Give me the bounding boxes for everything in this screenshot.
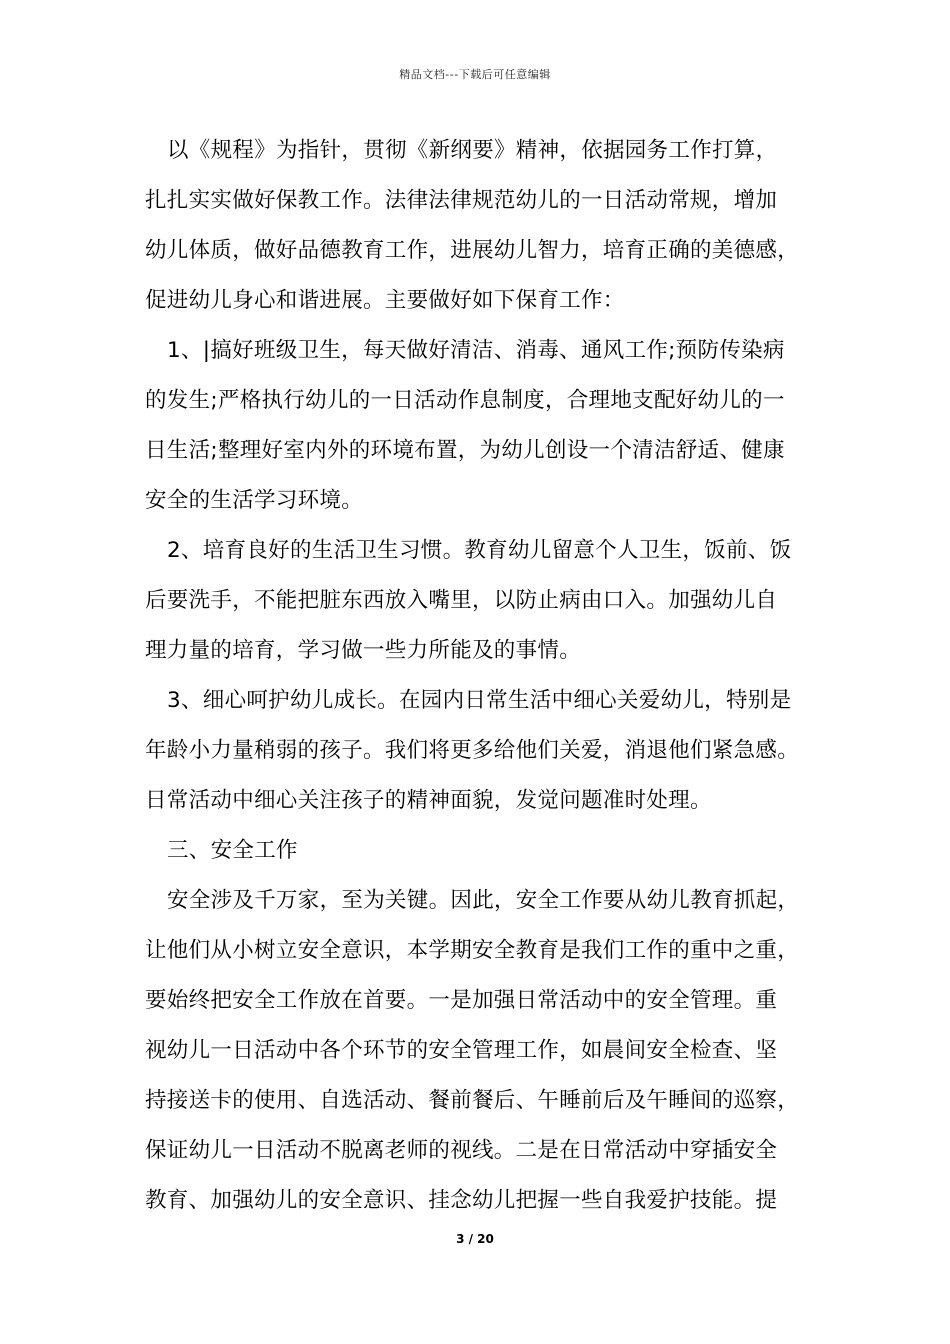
page-header: 精品文档---下载后可任意编辑 xyxy=(399,68,551,81)
paragraph-line: 让他们从小树立安全意识，本学期安全教育是我们工作的重中之重， xyxy=(145,938,800,963)
paragraph-line: 以《规程》为指针，贯彻《新纲要》精神，依据园务工作打算， xyxy=(167,138,778,163)
paragraph-line: 促进幼儿身心和谐进展。主要做好如下保育工作： xyxy=(145,288,625,313)
page-number: 3 / 20 xyxy=(456,1232,494,1246)
paragraph-line: 年龄小力量稍弱的孩子。我们将更多给他们关爱，消退他们紧急感。 xyxy=(145,738,800,763)
paragraph-line: 日生活;整理好室内外的环境布置，为幼儿创设一个清洁舒适、健康 xyxy=(145,438,785,463)
paragraph-line: 1、|搞好班级卫生，每天做好清洁、消毒、通风工作;预防传染病 xyxy=(167,338,785,363)
paragraph-line: 日常活动中细心关注孩子的精神面貌，发觉问题准时处理。 xyxy=(145,788,712,813)
paragraph-line: 持接送卡的使用、自选活动、餐前餐后、午睡前后及午睡间的巡察， xyxy=(145,1088,800,1113)
paragraph-line: 3、细心呵护幼儿成长。在园内日常生活中细心关爱幼儿，特别是 xyxy=(167,688,792,713)
paragraph-line: 要始终把安全工作放在首要。一是加强日常活动中的安全管理。重 xyxy=(145,988,778,1013)
document-body xyxy=(145,126,825,1226)
paragraph-line: 安全涉及千万家，至为关键。因此，安全工作要从幼儿教育抓起， xyxy=(167,888,800,913)
paragraph-line: 理力量的培育，学习做一些力所能及的事情。 xyxy=(145,638,582,663)
paragraph-line: 视幼儿一日活动中各个环节的安全管理工作，如晨间安全检查、坚 xyxy=(145,1038,778,1063)
paragraph-line: 2、培育良好的生活卫生习惯。教育幼儿留意个人卫生，饭前、饭 xyxy=(167,538,792,563)
section-heading: 三、安全工作 xyxy=(167,838,298,863)
paragraph-line: 安全的生活学习环境。 xyxy=(145,488,364,513)
paragraph-line: 保证幼儿一日活动不脱离老师的视线。二是在日常活动中穿插安全 xyxy=(145,1138,778,1163)
paragraph-line: 的发生;严格执行幼儿的一日活动作息制度，合理地支配好幼儿的一 xyxy=(145,388,785,413)
paragraph-line: 扎扎实实做好保教工作。法律法律规范幼儿的一日活动常规，增加 xyxy=(145,188,778,213)
paragraph-line: 幼儿体质，做好品德教育工作，进展幼儿智力，培育正确的美德感， xyxy=(145,238,800,263)
paragraph-line: 教育、加强幼儿的安全意识、挂念幼儿把握一些自我爱护技能。提 xyxy=(145,1188,778,1213)
paragraph-line: 后要洗手，不能把脏东西放入嘴里，以防止病由口入。加强幼儿自 xyxy=(145,588,778,613)
